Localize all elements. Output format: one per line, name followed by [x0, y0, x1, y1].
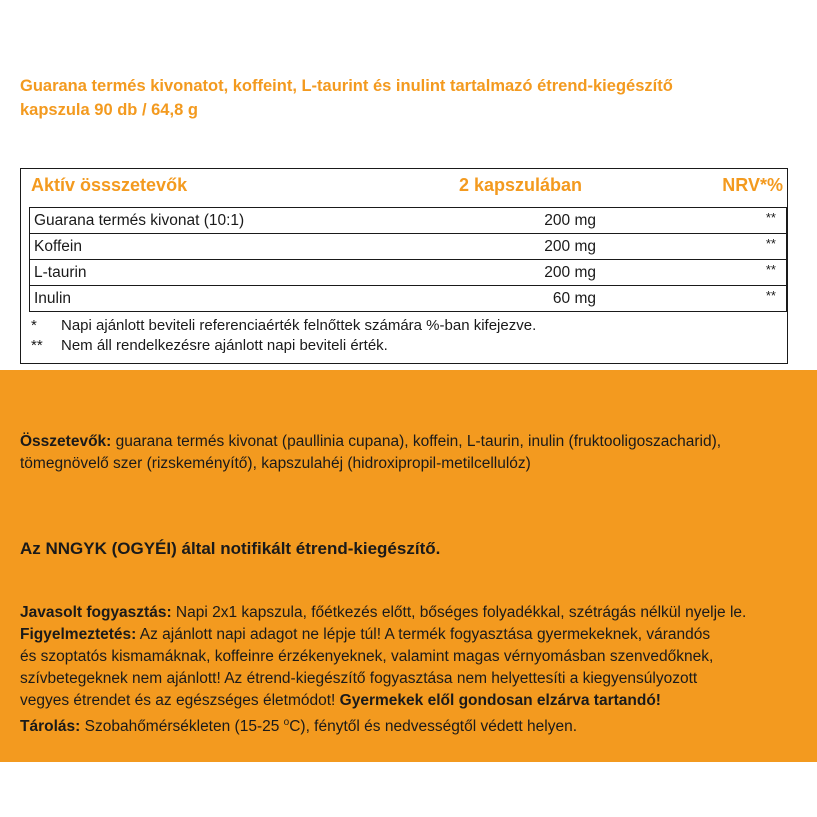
- ingredients-label: Összetevők:: [20, 433, 112, 450]
- footnote-mark: *: [31, 317, 37, 334]
- row-nrv: **: [765, 288, 776, 303]
- notification-statement: Az NNGYK (OGYÉI) által notifikált étrend-kiegészítő.: [20, 539, 441, 558]
- table-row: [29, 285, 787, 312]
- table-header: [21, 169, 787, 205]
- row-ingredient: Koffein: [34, 238, 82, 255]
- warning-text-2: és szoptatós kismamáknak, koffeinre érzékenyeknek, valamint magas vérnyomásban szenvedőknek,: [20, 648, 714, 665]
- storage-text-a: Szobahőmérsékleten (15-25: [80, 718, 284, 736]
- storage-label: Tárolás:: [20, 718, 81, 736]
- row-amount: 60 mg: [552, 290, 596, 307]
- row-nrv: **: [765, 236, 776, 251]
- footnote-no-value: [31, 337, 388, 354]
- row-ingredient: Inulin: [34, 290, 72, 307]
- header-ingredient: Aktív össszetevők: [31, 175, 188, 195]
- usage-section: [20, 602, 800, 738]
- ingredients-text-1: guarana termés kivonat (paullinia cupana), koffein, L-taurin, inulin (fruktooligoszacharid),: [111, 433, 722, 450]
- header-amount: 2 kapszulában: [459, 175, 583, 195]
- footnote-nrv: [31, 317, 536, 334]
- product-title-line-1: Guarana termés kivonatot, koffeint, L-taurint és inulint tartalmazó étrend-kiegészítő: [20, 77, 673, 95]
- warning-text-1: Az ajánlott napi adagot ne lépje túl! A termék fogyasztása gyermekeknek, várandós: [136, 626, 711, 643]
- table-row: [29, 207, 787, 234]
- usage-label: Javasolt fogyasztás:: [20, 604, 172, 621]
- footnote-text: Nem áll rendelkezésre ajánlott napi beviteli érték.: [61, 337, 388, 354]
- ingredients-section: [20, 431, 800, 475]
- row-amount: 200 mg: [544, 264, 596, 281]
- row-amount: 200 mg: [544, 238, 596, 255]
- product-title-line-2: kapszula 90 db / 64,8 g: [20, 101, 198, 119]
- table-row: [29, 259, 787, 286]
- table-row: [29, 233, 787, 260]
- usage-text: Napi 2x1 kapszula, főétkezés előtt, bőséges folyadékkal, szétrágás nélkül nyelje le.: [171, 604, 747, 621]
- warning-text-3: szívbetegeknek nem ajánlott! Az étrend-kiegészítő fogyasztása nem helyettesíti a kiegyensúlyozott: [20, 670, 698, 687]
- degree-mark: o: [283, 717, 290, 728]
- warning-text-4: vegyes étrendet és az egészséges életmódot!: [20, 692, 340, 709]
- row-ingredient: L-taurin: [34, 264, 87, 281]
- bottom-margin: [0, 762, 817, 817]
- row-amount: 200 mg: [544, 212, 596, 229]
- product-title: [20, 74, 800, 122]
- row-nrv: **: [765, 210, 776, 225]
- ingredients-text-2: tömegnövelő szer (rizskeményítő), kapszulahéj (hidroxipropil-metilcellulóz): [20, 455, 531, 472]
- header-nrv: NRV*%: [722, 175, 783, 195]
- storage-text-b: C), fénytől és nedvességtől védett helyen.: [289, 718, 577, 736]
- warning-label: Figyelmeztetés:: [20, 626, 137, 643]
- row-ingredient: Guarana termés kivonat (10:1): [34, 212, 245, 229]
- row-nrv: **: [765, 262, 776, 277]
- footnote-mark: **: [31, 337, 43, 354]
- footnote-text: Napi ajánlott beviteli referenciaérték felnőttek számára %-ban kifejezve.: [61, 317, 537, 334]
- warning-children: Gyermekek elől gondosan elzárva tartandó!: [339, 692, 661, 709]
- active-ingredients-table: [20, 168, 788, 364]
